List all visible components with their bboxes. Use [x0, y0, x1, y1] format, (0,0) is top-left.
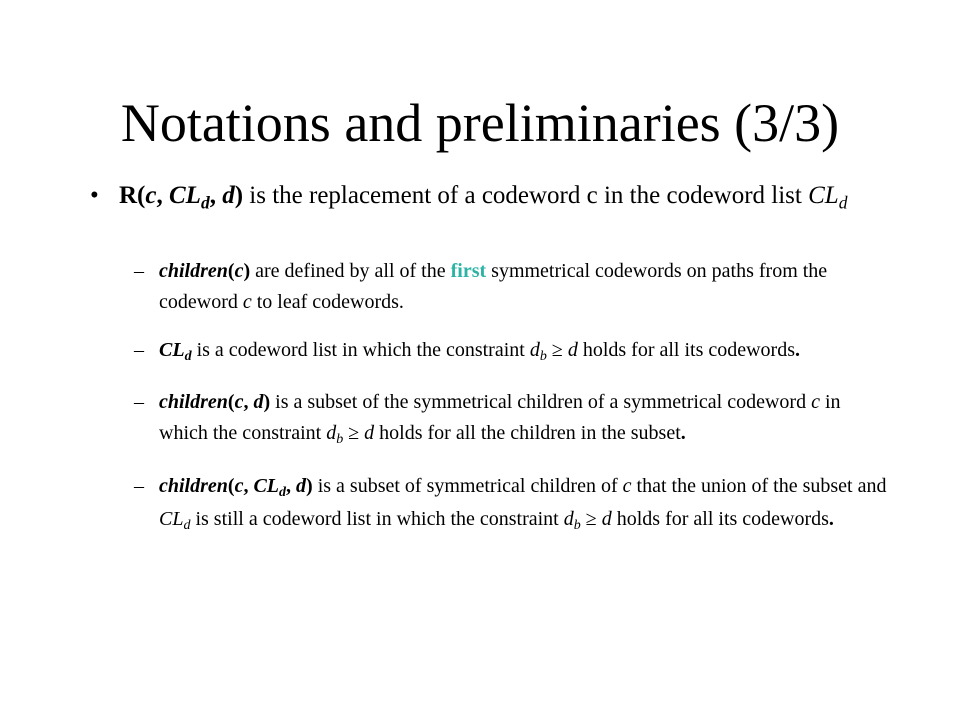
sub-item-children-c-d [134, 387, 894, 449]
sub-item-text: $CL_d$ is a codeword list in which the constraint $d_b \ge d$ holds for all its codewords. [159, 339, 800, 365]
sub-item-text: children(c) are defined by all of the first symmetrical codewords on paths from the codeword c to leaf codewords. [159, 260, 828, 313]
replacement-notation: R(c, $CL_d$, d) [119, 182, 244, 213]
slide-title: Notations and preliminaries (3/3) [120, 93, 840, 153]
dash-marker: – [134, 475, 144, 497]
sub-item-children-c-cl-d [134, 470, 894, 536]
main-bullet [90, 177, 890, 214]
dash-marker: – [134, 339, 144, 361]
sub-item-list [134, 256, 894, 553]
dash-marker: – [134, 260, 144, 282]
dash-marker: – [134, 391, 144, 413]
sub-item-text: children(c, d) is a subset of the symmetrical children of a symmetrical codeword c in which the constraint $d_b \ge d$ holds for all the children in the subset. [159, 391, 841, 448]
highlight-first: first [450, 260, 487, 282]
main-bullet-text: R(c, $CL_d$, d) is the replacement of a codeword c in the codeword list $CL_d$ [119, 182, 848, 213]
sub-item-children-c [134, 256, 894, 318]
sub-item-cl-d [134, 335, 894, 366]
bullet-marker: • [90, 182, 99, 209]
sub-item-text: children(c, $CL_d$, d) is a subset of symmetrical children of c that the union of the subset and $CL_d$ is still a codeword list in which the constraint $d_b \ge d$ holds for all its codewords. [159, 475, 887, 534]
